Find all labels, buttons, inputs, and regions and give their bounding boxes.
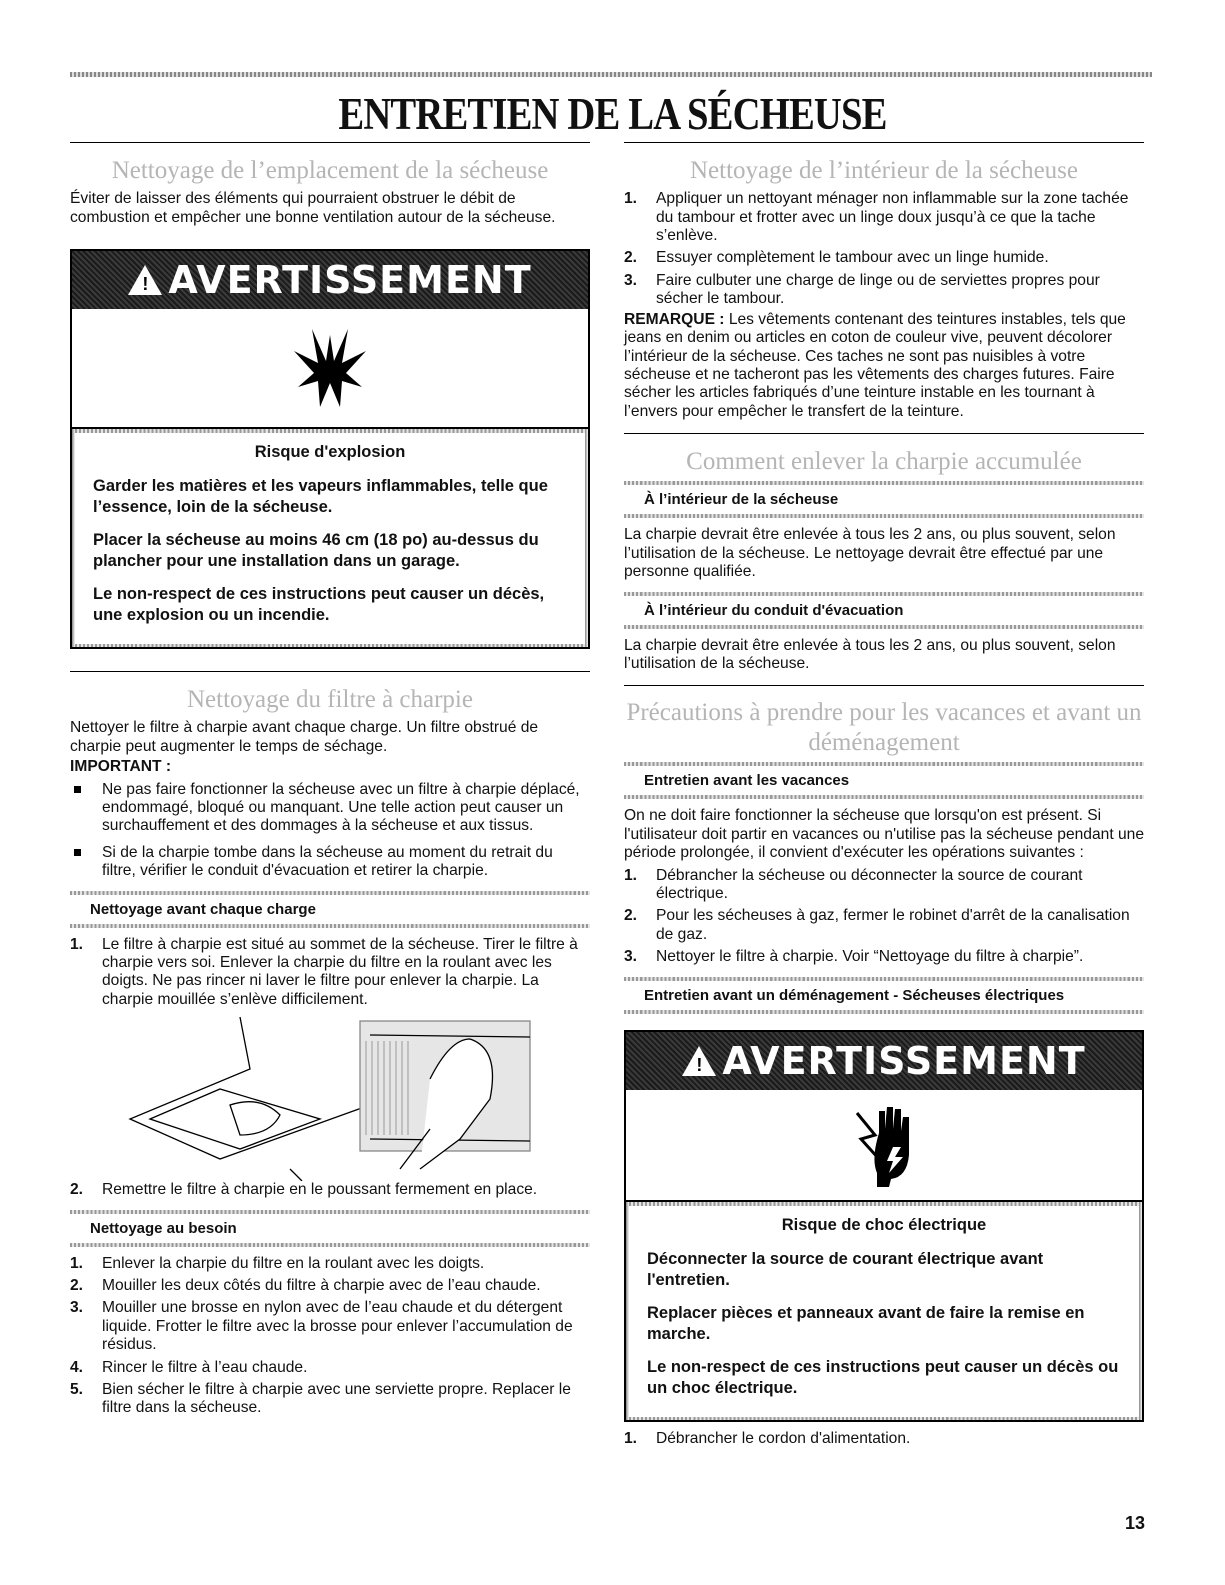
divider (624, 685, 1144, 686)
electric-shock-icon (626, 1090, 1142, 1202)
warning-box-explosion (70, 249, 590, 649)
bullet-square-icon (74, 786, 81, 793)
list-item: 2. Remettre le filtre à charpie en le poussant fermement en place. (70, 1181, 538, 1199)
list-item: Ne pas faire fonctionner la sécheuse avec un filtre à charpie déplacé, endommagé, bloqué ou manquant. Une telle action peut causer un surchauffement et des dommages à la sécheuse et aux tissus. (70, 781, 590, 836)
right-column (624, 142, 1144, 1448)
steps-list (70, 1181, 590, 1199)
list-item: 4. Rincer le filtre à l’eau chaude. (70, 1358, 308, 1376)
explosion-icon (72, 309, 588, 429)
list-item: 2. Essuyer complètement le tambour avec un linge humide. (624, 249, 1049, 267)
list-item: 1. Enlever la charpie du filtre en la roulant avec les doigts. (70, 1254, 485, 1272)
bullet-square-icon (74, 849, 81, 856)
note-paragraph: REMARQUE : Les vêtements contenant des teintures instables, tels que jeans en denim ou articles en coton de couleur vive, peuvent décolorer l’intérieur de la sécheuse. Ces taches ne sont pas nuisibles à votre sécheuse et ne tacheront pas les vêtements des charges futures. Faire sécher les articles fabriqués d’une teinture instable en les tournant à l’envers pour empêcher le transfert de la teinture. (624, 310, 1126, 420)
paragraph: Éviter de laisser des éléments qui pourraient obstruer le débit de combustion et empêcher une bonne ventilation autour de la sécheuse. (70, 190, 556, 226)
list-item: 3. Nettoyer le filtre à charpie. Voir “Nettoyage du filtre à charpie”. (624, 948, 1084, 966)
steps-list (70, 1255, 590, 1418)
warning-risk-title: Risque de choc électrique (781, 1215, 987, 1234)
subheading: À l’intérieur de la sécheuse (644, 491, 839, 509)
bullet-list (70, 781, 590, 881)
warning-line: Replacer pièces et panneaux avant de faire la remise en marche. (647, 1303, 1085, 1343)
lint-filter-illustration (70, 1009, 590, 1181)
warning-word: AVERTISSEMENT (722, 1038, 1086, 1083)
divider (70, 671, 590, 672)
divider (70, 142, 590, 143)
steps-list (624, 1430, 1144, 1448)
subheading: Nettoyage avant chaque charge (90, 900, 316, 918)
subheading: Nettoyage au besoin (90, 1219, 237, 1237)
warning-line: Déconnecter la source de courant électrique avant l'entretien. (647, 1249, 1044, 1289)
page-number: 13 (1124, 1513, 1145, 1533)
divider (624, 142, 1144, 143)
section-heading: Nettoyage de l’intérieur de la sécheuse (689, 157, 1078, 184)
warning-body (72, 429, 588, 647)
section-heading: Nettoyage de l’emplacement de la sécheuse (111, 157, 549, 184)
divider (624, 433, 1144, 434)
warning-line: Le non-respect de ces instructions peut causer un décès ou un choc électrique. (647, 1357, 1119, 1397)
list-item: 1. Débrancher la sécheuse ou déconnecter la source de courant électrique. (624, 866, 1083, 903)
list-item: 2. Mouiller les deux côtés du filtre à charpie avec de l’eau chaude. (70, 1277, 541, 1294)
section-heading: Comment enlever la charpie accumulée (686, 448, 1082, 476)
warning-word: AVERTISSEMENT (168, 258, 532, 303)
paragraph: On ne doit faire fonctionner la sécheuse que lorsqu'on est présent. Si l'utilisateur doit partir en vacances ou n'utilise pas la sécheuse pendant une période prolongée, il convient d'exécuter les opérations suivantes : (624, 807, 1145, 862)
list-item: 1. Débrancher le cordon d'alimentation. (624, 1429, 911, 1447)
top-rule (70, 72, 1152, 77)
subheading: Entretien avant un déménagement - Sécheuses électriques (644, 986, 1065, 1004)
steps-list (624, 867, 1144, 967)
list-item: 1. Appliquer un nettoyant ménager non inflammable sur la zone tachée du tambour et frotter avec un linge doux jusqu’à ce que la tache s’enlève. (624, 190, 1129, 245)
subheading: À l’intérieur du conduit d'évacuation (644, 601, 904, 619)
page-title: ENTRETIEN DE LA SÉCHEUSE (338, 89, 887, 139)
section-heading: Précautions à prendre pour les vacances et avant un déménagement (626, 699, 1142, 757)
warning-triangle-icon: ! (682, 1046, 716, 1076)
warning-header (72, 251, 588, 309)
list-item: 3. Faire culbuter une charge de linge ou de serviettes propres pour sécher le tambour. (624, 271, 1100, 308)
warning-line: Garder les matières et les vapeurs inflammables, telle que l’essence, loin de la sécheuse. (93, 477, 548, 517)
warning-triangle-icon: ! (128, 265, 162, 295)
warning-line: Le non-respect de ces instructions peut causer un décès, une explosion ou un incendie. (93, 585, 545, 625)
steps-list (624, 190, 1144, 308)
warning-line: Placer la sécheuse au moins 46 cm (18 po) au-dessus du plancher pour une installation dans un garage. (93, 531, 539, 571)
list-item: 1. Le filtre à charpie est situé au sommet de la sécheuse. Tirer le filtre à charpie vers soi. Enlever la charpie du filtre en la roulant avec les doigts. Ne pas rincer ni laver le filtre pour enlever la charpie. La charpie mouillée s’enlève difficilement. (70, 935, 578, 1008)
important-label: IMPORTANT : (70, 758, 172, 776)
left-column (70, 142, 590, 1418)
subheading: Entretien avant les vacances (644, 772, 850, 790)
warning-box-electric-shock (624, 1030, 1144, 1422)
list-item: 5. Bien sécher le filtre à charpie avec une serviette propre. Replacer le filtre dans la sécheuse. (70, 1381, 571, 1417)
list-item: Si de la charpie tombe dans la sécheuse au moment du retrait du filtre, vérifier le conduit d'évacuation et retirer la charpie. (70, 844, 590, 881)
warning-risk-title: Risque d'explosion (254, 443, 406, 462)
warning-header (626, 1032, 1142, 1090)
warning-body (626, 1202, 1142, 1420)
steps-list (70, 936, 590, 1010)
paragraph: La charpie devrait être enlevée à tous les 2 ans, ou plus souvent, selon l’utilisation de la sécheuse. Le nettoyage devrait être effectué par une personne qualifiée. (624, 526, 1116, 581)
section-heading: Nettoyage du filtre à charpie (187, 686, 473, 714)
list-item: 2. Pour les sécheuses à gaz, fermer le robinet d'arrêt de la canalisation de gaz. (624, 907, 1130, 943)
paragraph: La charpie devrait être enlevée à tous les 2 ans, ou plus souvent, selon l’utilisation de la sécheuse. (624, 636, 1116, 672)
paragraph: Nettoyer le filtre à charpie avant chaque charge. Un filtre obstrué de charpie peut augmenter le temps de séchage. (70, 719, 539, 755)
list-item: 3. Mouiller une brosse en nylon avec de l’eau chaude et du détergent liquide. Frotter le filtre avec la brosse pour enlever l’accumulation de résidus. (70, 1299, 573, 1354)
